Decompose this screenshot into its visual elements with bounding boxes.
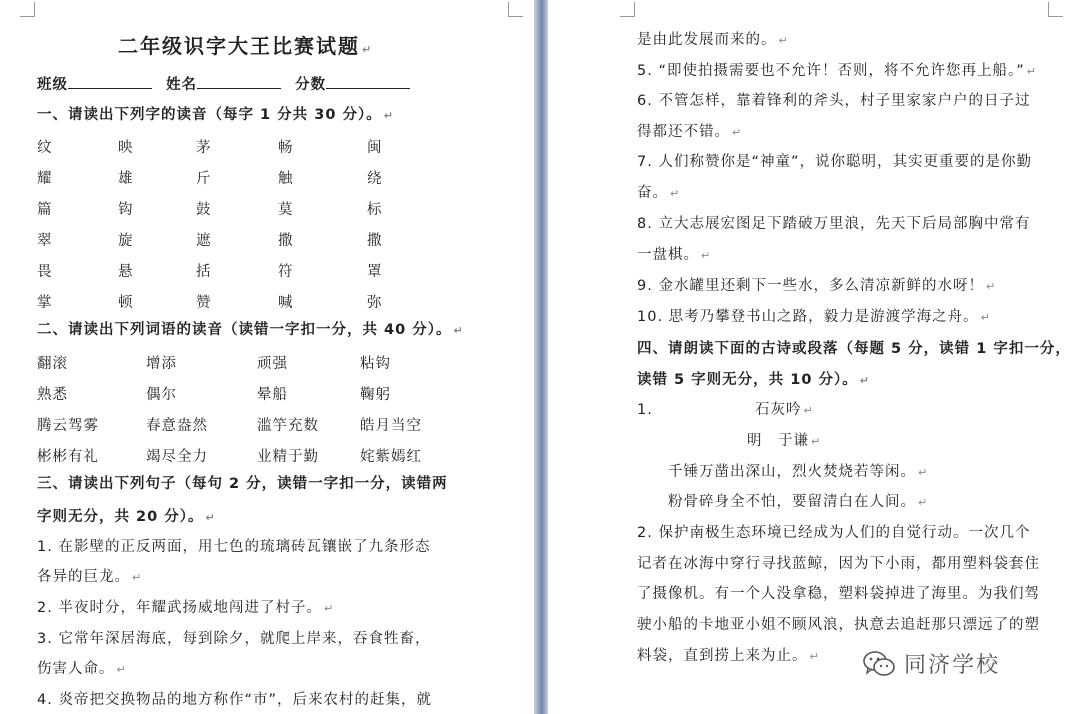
word-cell: 翻滚 [37,356,68,372]
character-cell: 映 [118,140,135,156]
crop-mark [508,2,523,17]
text-line: 一盘棋。 ↵ [637,247,712,263]
section4-heading: 读错 5 字则无分，共 10 分）。 ↵ [637,372,870,388]
text-line: 8. 立大志展宏图足下踏破万里浪，先天下后局部胸中常有 [637,216,1031,232]
character-cell: 旋 [118,233,135,249]
character-cell: 斤 [196,171,213,187]
poem-number: 1. [637,402,653,418]
section3-heading: 字则无分，共 20 分）。 ↵ [37,509,216,525]
passage-line: 驶小船的卡地亚小姐不顾风浪，执意去追赶那只漂远了的塑 [637,617,1040,633]
name-blank[interactable] [197,74,281,89]
word-cell: 腾云驾雾 [37,418,99,434]
sentence-line: 伤害人命。 ↵ [37,661,127,677]
word-cell: 增添 [146,356,177,372]
section2-heading: 二、请读出下列词语的读音（读错一字扣一分，共 40 分）。 ↵ [37,322,464,338]
character-cell: 遮 [196,233,213,249]
word-cell: 皓月当空 [360,418,422,434]
poem-line: 千锤万凿出深山，烈火焚烧若等闲。 ↵ [668,464,929,480]
character-cell: 喊 [278,295,295,311]
character-cell: 撒 [278,233,295,249]
character-cell: 畏 [37,264,54,280]
character-cell: 雄 [118,171,135,187]
sentence-line: 2. 半夜时分，年耀武扬威地闯进了村子。 ↵ [37,600,335,616]
character-cell: 赞 [196,295,213,311]
word-cell: 晕船 [257,387,288,403]
student-info-row [37,74,410,95]
character-cell: 弥 [367,295,384,311]
passage-line: 料袋，直到捞上来为止。 ↵ [637,648,820,664]
sentence-line: 4. 炎帝把交换物品的地方称作“市”，后来农村的赶集，就 [37,692,432,708]
character-cell: 悬 [118,264,135,280]
text-line: 7. 人们称赞你是“神童”，说你聪明，其实更重要的是你勤 [637,154,1032,170]
document-title: 二年级识字大王比赛试题 ↵ [118,34,374,58]
text-line: 6. 不管怎样，靠着锋利的斧头，村子里家家户户的日子过 [637,93,1031,109]
name-label: 姓名 [166,77,198,93]
page-gutter [534,0,548,714]
poem-author: 明 于谦 ↵ [747,433,822,449]
character-cell: 顿 [118,295,135,311]
character-cell: 罩 [367,264,384,280]
word-cell: 春意盎然 [146,418,208,434]
section4-heading: 四、请朗读下面的古诗或段落（每题 5 分，读错 1 字扣一分， [637,341,1071,357]
sentence-line: 1. 在影壁的正反两面，用七色的琉璃砖瓦镶嵌了九条形态 [37,539,431,555]
character-cell: 掌 [37,295,54,311]
word-cell: 顽强 [257,356,288,372]
poem-title: 石灰吟 ↵ [755,402,814,418]
character-cell: 符 [278,264,295,280]
text-line: 得都还不错。 ↵ [637,124,743,140]
left-page [0,0,534,714]
character-cell: 畅 [278,140,295,156]
watermark [862,648,1000,679]
sentence-line: 3. 它常年深居海底，每到除夕，就爬上岸来，吞食牲畜， [37,631,431,647]
sentence-line: 各异的巨龙。 ↵ [37,569,143,585]
word-cell: 姹紫嫣红 [360,449,422,465]
character-cell: 钩 [118,202,135,218]
character-cell: 标 [367,202,384,218]
text-line: 10. 思考乃攀登书山之路，毅力是游渡学海之舟。 ↵ [637,309,991,325]
score-label: 分数 [295,77,327,93]
character-cell: 茅 [196,140,213,156]
passage-line: 2. 保护南极生态环境已经成为人们的自觉行动。一次几个 [637,525,1031,541]
watermark-text: 同济学校 [904,653,1001,678]
word-cell: 滥竽充数 [257,418,319,434]
character-cell: 纹 [37,140,54,156]
passage-line: 了摄像机。有一个人没拿稳，塑料袋掉进了海里。为我们驾 [637,586,1040,602]
word-cell: 业精于勤 [257,449,319,465]
word-cell: 竭尽全力 [146,449,208,465]
crop-mark [620,2,635,17]
character-cell: 篇 [37,202,54,218]
character-cell: 翠 [37,233,54,249]
character-cell: 闽 [367,140,384,156]
section1-heading: 一、请读出下列字的读音（每字 1 分共 30 分）。 ↵ [37,107,394,123]
poem-line: 粉骨碎身全不怕，要留清白在人间。 ↵ [668,494,929,510]
class-label: 班级 [37,77,68,93]
right-page [548,0,1080,714]
wechat-icon [862,649,896,679]
character-cell: 鼓 [196,202,213,218]
score-blank[interactable] [326,74,410,89]
class-blank[interactable] [68,74,152,89]
character-cell: 绕 [367,171,384,187]
character-cell: 撒 [367,233,384,249]
passage-line: 记者在冰海中穿行寻找蓝鲸，因为下小雨，都用塑料袋套住 [637,556,1040,572]
text-line: 5. “即使拍摄需要也不允许！否则，将不允许您再上船。” ↵ [637,63,1037,79]
text-line: 9. 金水罐里还剩下一些水，多么清凉新鲜的水呀！ ↵ [637,278,997,294]
character-cell: 莫 [278,202,295,218]
crop-mark [1048,2,1063,17]
word-cell: 偶尔 [146,387,177,403]
word-cell: 鞠躬 [360,387,391,403]
character-cell: 括 [196,264,213,280]
character-cell: 触 [278,171,295,187]
character-cell: 耀 [37,171,54,187]
text-line: 是由此发展而来的。 ↵ [637,32,789,48]
word-cell: 彬彬有礼 [37,449,99,465]
text-line: 奋。 ↵ [637,185,681,201]
word-cell: 粘钩 [360,356,391,372]
section3-heading: 三、请读出下列句子（每句 2 分，读错一字扣一分，读错两 [37,476,448,492]
word-cell: 熟悉 [37,387,68,403]
crop-mark [20,2,35,17]
